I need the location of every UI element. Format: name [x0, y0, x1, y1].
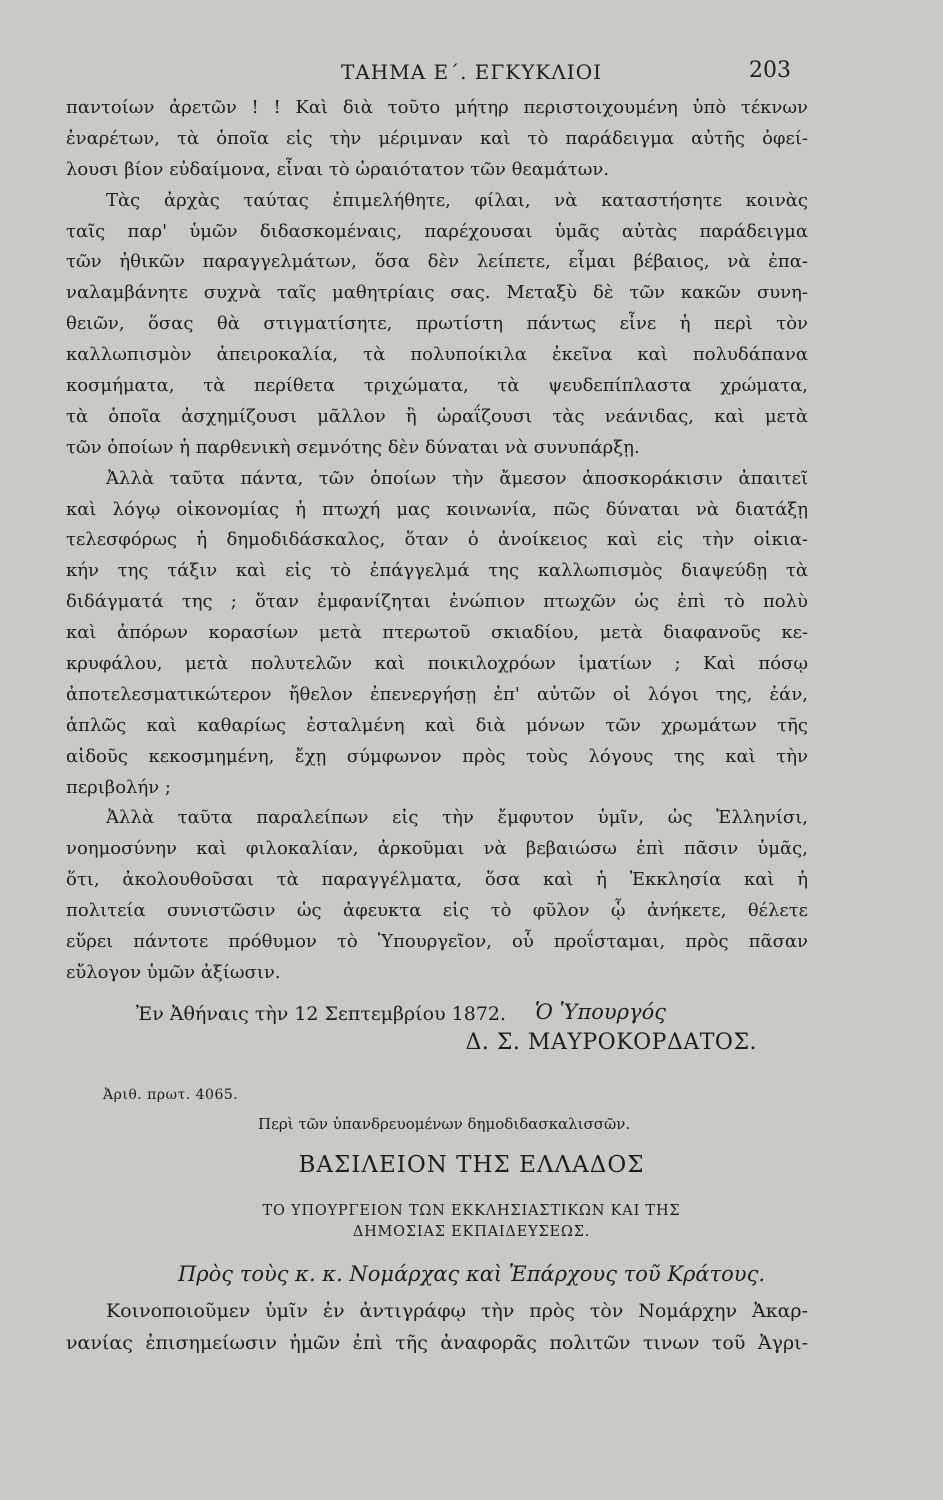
- text-line: περιβολήν ;: [66, 776, 171, 798]
- ministry-heading-line1: ΤΟ ΥΠΟΥΡΓΕΙΟΝ ΤΩΝ ΕΚΚΛΗΣΙΑΣΤΙΚΩΝ ΚΑΙ ΤΗΣ: [262, 1203, 681, 1219]
- text-line: ταῖς παρ' ὑμῶν διδασκομέναις, παρέχουσαι ὑμᾶς αὐτὰς παράδειγμα: [66, 220, 808, 242]
- text-line: πολιτεία συνιστῶσιν ὡς ἀφευκτα εἰς τὸ φῦλον ᾧ ἀνήκετε, θέλετε: [66, 900, 808, 922]
- text-line: εὕρει πάντοτε πρόθυμον τὸ Ὑπουργεῖον, οὗ προΐσταμαι, πρὸς πᾶσαν: [66, 931, 808, 953]
- text-line: καὶ λόγῳ οἰκονομίας ἡ πτωχή μας κοινωνία, πῶς δύναται νὰ διατάξῃ: [66, 498, 808, 520]
- kingdom-heading: ΒΑΣΙΛΕΙΟΝ ΤΗΣ ΕΛΛΑΔΟΣ: [298, 1152, 645, 1178]
- text-line: Τὰς ἀρχὰς ταύτας ἐπιμελήθητε, φίλαι, νὰ καταστήσητε κοινὰς: [106, 189, 808, 211]
- text-line: εὔλογον ὑμῶν ἀξίωσιν.: [66, 961, 281, 983]
- continuation-text: [66, 1295, 808, 1359]
- text-line: τῶν ὁποίων ἡ παρθενικὴ σεμνότης δὲν δύναται νὰ συνυπάρξῃ.: [66, 436, 640, 458]
- page-number: 203: [749, 58, 791, 83]
- text-line: ἀποτελεσματικώτερον ἤθελον ἐπενεργήσῃ ἐπ' αὐτῶν οἱ λόγοι της, ἐάν,: [66, 683, 808, 705]
- text-line: ὅτι, ἀκολουθοῦσαι τὰ παραγγέλματα, ὅσα καὶ ἡ Ἐκκλησία καὶ ἡ: [66, 869, 808, 891]
- page-header: [0, 60, 943, 90]
- text-line: Κοινοποιοῦμεν ὑμῖν ἐν ἀντιγράφῳ τὴν πρὸς τὸν Νομάρχην Ἀκαρ-: [106, 1300, 808, 1322]
- text-line: θειῶν, ὅσας θὰ στιγματίσητε, πρωτίστη πάντως εἶνε ἡ περὶ τὸν: [66, 313, 808, 335]
- address-line: Πρὸς τοὺς κ. κ. Νομάρχας καὶ Ἐπάρχους τοῦ Κράτους.: [177, 1262, 766, 1286]
- running-head: ΤΑΗΜΑ Ε΄. ΕΓΚΥΚΛΙΟΙ: [340, 60, 603, 84]
- date-line: Ἐν Ἀθήναις τὴν 12 Σεπτεμβρίου 1872.: [136, 1002, 507, 1025]
- ministry-heading-line2: ΔΗΜΟΣΙΑΣ ΕΚΠΑΙΔΕΥΣΕΩΣ.: [352, 1224, 591, 1240]
- body-text: [66, 93, 808, 1031]
- text-line: τὰ ὁποῖα ἀσχημίζουσι μᾶλλον ἢ ὡραΐζουσι τὰς νεάνιδας, καὶ μετὰ: [66, 405, 808, 427]
- text-line: αἰδοῦς κεκοσμημένη, ἔχῃ σύμφωνον πρὸς τοὺς λόγους της καὶ τὴν: [66, 745, 808, 767]
- text-line: ἐναρέτων, τὰ ὁποῖα εἰς τὴν μέριμναν καὶ τὸ παράδειγμα αὐτῆς ὀφεί-: [66, 127, 808, 149]
- text-line: καὶ ἀπόρων κορασίων μετὰ πτερωτοῦ σκιαδίου, μετὰ διαφανοῦς κε-: [66, 622, 808, 644]
- signature-name: Δ. Σ. ΜΑΥΡΟΚΟΡΔΑΤΟΣ.: [465, 1030, 757, 1055]
- text-line: Ἀλλὰ ταῦτα πάντα, τῶν ὁποίων τὴν ἄμεσον ἀποσκοράκισιν ἀπαιτεῖ: [106, 467, 808, 489]
- text-line: ἁπλῶς καὶ καθαρίως ἐσταλμένη καὶ διὰ μόνων τῶν χρωμάτων τῆς: [66, 714, 808, 736]
- text-line: Ἀλλὰ ταῦτα παραλείπων εἰς τὴν ἔμφυτον ὑμῖν, ὡς Ἑλληνίσι,: [106, 807, 808, 829]
- text-line: λουσι βίον εὐδαίμονα, εἶναι τὸ ὡραιότατον τῶν θεαμάτων.: [66, 158, 610, 180]
- subject-line: Περὶ τῶν ὑπανδρευομένων δημοδιδασκαλισσῶν.: [258, 1115, 631, 1133]
- text-line: καλλωπισμὸν ἀπειροκαλία, τὰ πολυποίκιλα ἐκεῖνα καὶ πολυδάπανα: [66, 344, 808, 366]
- text-line: τῶν ἠθικῶν παραγγελμάτων, ὅσα δὲν λείπετε, εἶμαι βέβαιος, νὰ ἐπα-: [66, 251, 808, 273]
- text-line: κρυφάλου, μετὰ πολυτελῶν καὶ ποικιλοχρόων ἱματίων ; Καὶ πόσῳ: [66, 653, 808, 675]
- text-line: ναλαμβάνητε συχνὰ ταῖς μαθητρίαις σας. Μεταξὺ δὲ τῶν κακῶν συνη-: [66, 282, 808, 304]
- text-line: τελεσφόρως ἡ δημοδιδάσκαλος, ὅταν ὁ ἀνοίκειος καὶ εἰς τὴν οἰκια-: [66, 529, 808, 551]
- text-line: κήν της τάξιν καὶ εἰς τὸ ἐπάγγελμά της καλλωπισμὸς διαψεύδῃ τὰ: [66, 560, 808, 582]
- text-line: κοσμήματα, τὰ περίθετα τριχώματα, τὰ ψευδεπίπλαστα χρώματα,: [66, 375, 808, 397]
- reference-number: Ἀριθ. πρωτ. 4065.: [103, 1087, 239, 1103]
- text-line: παντοίων ἀρετῶν ! ! Καὶ διὰ τοῦτο μήτηρ περιστοιχουμένη ὑπὸ τέκνων: [66, 97, 808, 118]
- text-line: διδάγματά της ; ὅταν ἐμφανίζηται ἐνώπιον πτωχῶν ὡς ἐπὶ τὸ πολὺ: [66, 591, 808, 613]
- text-line: νοημοσύνην καὶ φιλοκαλίαν, ἀρκοῦμαι νὰ βεβαιώσω ἐπὶ πᾶσιν ὑμᾶς,: [66, 838, 808, 860]
- text-line: νανίας ἐπισημείωσιν ἡμῶν ἐπὶ τῆς ἀναφορᾶς πολιτῶν τινων τοῦ Ἀγρι-: [66, 1332, 808, 1354]
- signature-title: Ὁ Ὑπουργός: [534, 1000, 666, 1024]
